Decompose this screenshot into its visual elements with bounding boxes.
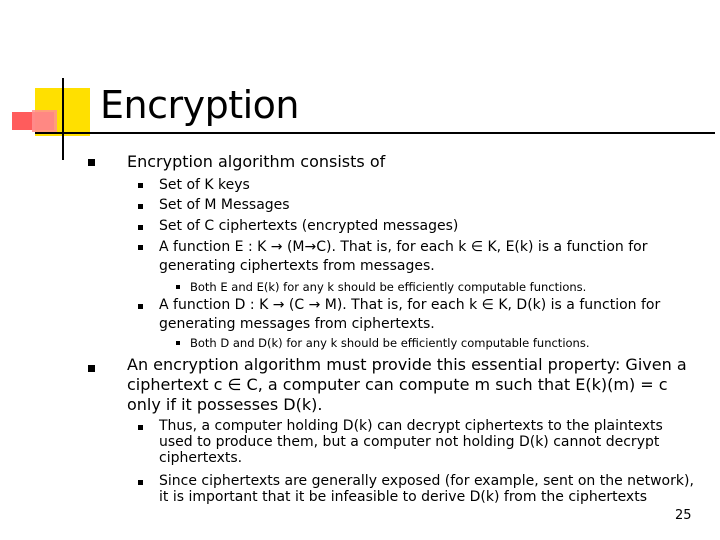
bullet-square-icon [138, 425, 143, 430]
page-number: 25 [675, 508, 692, 523]
bullet-level2-continuation: used to produce them, but a computer not holding D(k) cannot decrypt [159, 434, 660, 450]
bullet-square-icon [176, 341, 180, 345]
title-decoration-vertical-line [62, 78, 64, 160]
bullet-square-icon [88, 159, 95, 166]
bullet-level2: Thus, a computer holding D(k) can decrypt ciphertexts to the plaintexts [159, 418, 663, 434]
bullet-level2-continuation: generating messages from ciphertexts. [159, 316, 435, 332]
bullet-level2: Set of C ciphertexts (encrypted messages) [159, 218, 459, 234]
bullet-square-icon [176, 285, 180, 289]
bullet-level2-continuation: generating ciphertexts from messages. [159, 258, 435, 274]
bullet-level2: A function E : K → (M→C). That is, for each k ∈ K, E(k) is a function for [159, 239, 648, 255]
bullet-level1: Encryption algorithm consists of [127, 152, 386, 171]
bullet-level1-continuation: ciphertext c ∈ C, a computer can compute m such that E(k)(m) = c [127, 375, 668, 394]
bullet-level1: An encryption algorithm must provide this essential property: Given a [127, 355, 687, 374]
bullet-level2: Since ciphertexts are generally exposed (for example, sent on the network), [159, 473, 694, 489]
title-decoration-pink-square [32, 110, 57, 132]
bullet-level2: Set of M Messages [159, 197, 290, 213]
bullet-level2: Set of K keys [159, 177, 250, 193]
bullet-level3: Both E and E(k) for any k should be efficiently computable functions. [190, 280, 587, 294]
title-underline [35, 132, 715, 134]
bullet-square-icon [138, 204, 143, 209]
bullet-level2-continuation: it is important that it be infeasible to derive D(k) from the ciphertexts [159, 489, 648, 505]
bullet-level3: Both D and D(k) for any k should be efficiently computable functions. [190, 336, 590, 350]
bullet-square-icon [138, 225, 143, 230]
bullet-square-icon [138, 304, 143, 309]
bullet-square-icon [138, 245, 143, 250]
slide-title: Encryption [100, 83, 300, 127]
bullet-level1-continuation: only if it possesses D(k). [127, 395, 323, 414]
bullet-square-icon [138, 480, 143, 485]
bullet-square-icon [88, 365, 95, 372]
bullet-level2-continuation: ciphertexts. [159, 450, 243, 466]
bullet-level2: A function D : K → (C → M). That is, for each k ∈ K, D(k) is a function for [159, 297, 661, 313]
bullet-square-icon [138, 183, 143, 188]
